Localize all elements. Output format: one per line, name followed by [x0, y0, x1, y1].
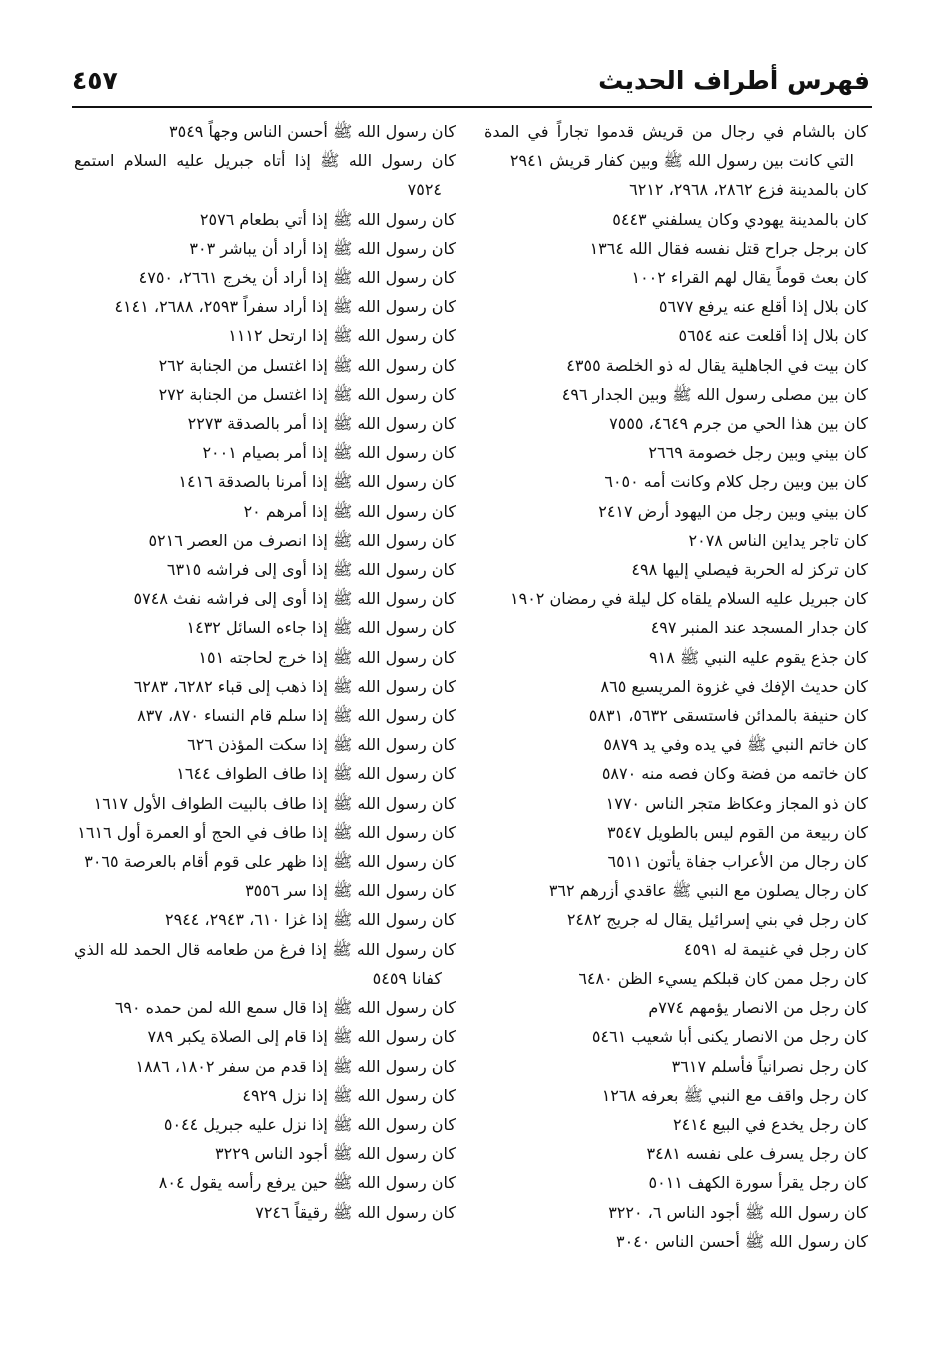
index-entry: كان رسول الله ﷺ إذا ارتحل ١١١٢ — [228, 326, 456, 346]
header-rule — [72, 106, 872, 108]
index-entry: كان رسول الله ﷺ إذا أمرنا بالصدقة ١٤١٦ — [178, 472, 456, 492]
index-entry: كان رسول الله ﷺ أحسن الناس ٣٠٤٠ — [615, 1231, 868, 1251]
index-entry: كان خاتم النبي ﷺ في يده وفي يد ٥٨٧٩ — [603, 735, 868, 755]
index-entry: كان رجل يخدع في البيع ٢٤١٤ — [673, 1114, 868, 1134]
index-entry: كان رسول الله ﷺ إذا نزل عليه جبريل ٥٠٤٤ — [163, 1114, 456, 1134]
index-entry: كان رجل في غنيمة له ٤٥٩١ — [683, 939, 868, 959]
index-entry: كان رسول الله ﷺ إذا طاف بالبيت الطواف الأول ١٦١٧ — [93, 793, 456, 813]
index-entry: كان بين هذا الحي من جرم ٤٦٤٩، ٧٥٥٥ — [609, 414, 868, 434]
index-entry: كان بلال إذا أقلع عنه يرفع ٥٦٧٧ — [658, 297, 868, 317]
index-entry: كان جذع يقوم عليه النبي ﷺ ٩١٨ — [649, 647, 868, 667]
index-entry: كان رسول الله ﷺ إذا أتي بطعام ٢٥٧٦ — [199, 209, 456, 229]
index-entry: كان رسول الله ﷺ إذا سر ٣٥٥٦ — [245, 881, 456, 901]
index-entry: كان رسول الله ﷺ أحسن الناس وجهاً ٣٥٤٩ — [169, 122, 456, 141]
index-entry: كان رسول الله ﷺ إذا أراد أن يباشر ٣٠٣ — [189, 238, 456, 258]
index-entry: كان رسول الله ﷺ إذا أراد أن يخرج ٢٦٦١، ٤٧٥٠ — [138, 268, 456, 288]
index-entry: كان تاجر يداين الناس ٢٠٧٨ — [688, 530, 868, 550]
index-entry: كان رسول الله ﷺ إذا أمرهم ٢٠ — [243, 501, 456, 521]
index-entry: كان تركز له الحربة فيصلي إليها ٤٩٨ — [631, 560, 868, 580]
index-entry: كان بلال إذا أقلعت عنه ٥٦٥٤ — [678, 326, 868, 346]
index-entry: كان بالمدينة يهودي وكان يسلفني ٥٤٤٣ — [612, 209, 868, 229]
index-entry: كان ربيعة من القوم ليس بالطويل ٣٥٤٧ — [606, 822, 868, 842]
index-entry: كان رسول الله ﷺ إذا خرج لحاجته ١٥١ — [198, 647, 456, 667]
index-entry: كان رسول الله ﷺ أجود الناس ٣٢٢٩ — [215, 1144, 456, 1164]
index-entry: كان رسول الله ﷺ إذا أوى إلى فراشه نفث ٥٧٤٨ — [133, 589, 456, 609]
index-entry: كان رجال من الأعراب جفاة يأتون ٦٥١١ — [607, 852, 868, 872]
index-entry: كان رسول الله ﷺ إذا جاءه السائل ١٤٣٢ — [186, 618, 456, 638]
page-number: ٤٥٧ — [72, 66, 118, 95]
index-entry: كان رجل واقف مع النبي ﷺ بعرفه ١٢٦٨ — [601, 1085, 868, 1105]
index-entry: كان رسول الله ﷺ إذا غزا ٦١٠، ٢٩٤٣، ٢٩٤٤ — [165, 910, 456, 930]
index-column-left — [74, 117, 456, 1227]
index-entry: كان رسول الله ﷺ إذا قال سمع الله لمن حمده ٦٩٠ — [114, 998, 456, 1018]
index-entry: كان بيني وبين رجل خصومة ٢٦٦٩ — [648, 443, 868, 463]
index-entry: كان حنيفة بالمدائن فاستسقى ٥٦٣٢، ٥٨٣١ — [588, 706, 868, 726]
index-entry: كان رسول الله ﷺ إذا أوى إلى فراشه ٦٣١٥ — [166, 560, 456, 580]
index-entry: كان رسول الله ﷺ إذا طاف في الحج أو العمرة أول ١٦١٦ — [77, 822, 456, 842]
index-entry: كان بيت في الجاهلية يقال له ذو الخلصة ٤٣٥٥ — [566, 355, 868, 375]
index-entry: كان رسول الله ﷺ إذا طاف الطواف ١٦٤٤ — [176, 764, 456, 784]
page-header — [72, 62, 870, 102]
index-entry: كان رسول الله ﷺ إذا أراد سفراً ٢٥٩٣، ٢٦٨٨، ٤١٤١ — [114, 297, 456, 317]
index-entry: كان بين مصلى رسول الله ﷺ وبين الجدار ٤٩٦ — [561, 384, 868, 404]
index-entry: كان رسول الله ﷺ إذا قدم من سفر ١٨٠٢، ١٨٨٦ — [135, 1056, 456, 1076]
index-entry: كان رسول الله ﷺ حين يرفع رأسه يقول ٨٠٤ — [158, 1173, 456, 1193]
page-title: فهرس أطراف الحديث — [598, 66, 870, 95]
index-entry: كان جبريل عليه السلام يلقاه كل ليلة في رمضان ١٩٠٢ — [510, 589, 868, 609]
index-entry: كان رسول الله ﷺ إذا أمر بالصدقة ٢٢٧٣ — [187, 414, 456, 434]
index-entry: كان بالمدينة فزع ٢٨٦٢، ٢٩٦٨، ٦٢١٢ — [629, 180, 868, 200]
index-entry: كان رسول الله ﷺ إذا نزل ٤٩٢٩ — [242, 1085, 456, 1105]
index-entry: كان رجل نصرانياً فأسلم ٣٦١٧ — [671, 1056, 868, 1076]
index-entry: كان رسول الله ﷺ إذا سكت المؤذن ٦٢٦ — [187, 735, 456, 755]
index-entry: كان رسول الله ﷺ إذا أمر بصيام ٢٠٠١ — [202, 443, 456, 463]
index-entry: كان رجل يسرف على نفسه ٣٤٨١ — [646, 1144, 868, 1164]
index-entry: كان رسول الله ﷺ إذا ظهر على قوم أقام بالعرصة ٣٠٦٥ — [84, 852, 456, 872]
index-entry: كان بالشام في رجال من قريش قدموا تجاراً في المدة التي كانت بين رسول الله ﷺ وبين كفار قريش ٢٩٤١ — [484, 122, 868, 171]
index-entry: كان رجال يصلون مع النبي ﷺ عاقدي أزرهم ٣٦٢ — [548, 881, 868, 901]
index-entry: كان رجل في بني إسرائيل يقال له جريج ٢٤٨٢ — [566, 910, 868, 930]
index-entry: كان رسول الله ﷺ إذا اغتسل من الجنابة ٢٦٢ — [158, 355, 456, 375]
index-entry: كان رسول الله ﷺ إذا أتاه جبريل عليه السلام استمع ٧٥٢٤ — [74, 151, 456, 200]
index-entry: كان ذو المجاز وعكاظ متجر الناس ١٧٧٠ — [605, 793, 868, 813]
index-entry: كان برجل جراح قتل نفسه فقال الله ١٣٦٤ — [589, 238, 868, 258]
index-entry: كان رجل ممن كان قبلكم يسيء الظن ٦٤٨٠ — [578, 968, 868, 988]
index-entry: كان رسول الله ﷺ رقيقاً ٧٢٤٦ — [255, 1202, 456, 1222]
index-entry: كان بيني وبين رجل من اليهود أرض ٢٤١٧ — [598, 501, 868, 521]
index-entry: كان جدار المسجد عند المنبر ٤٩٧ — [650, 618, 868, 638]
index-entry: كان رسول الله ﷺ إذا قام إلى الصلاة يكبر ٧٨٩ — [147, 1027, 456, 1047]
index-entry: كان بين وبين رجل كلام وكانت أمه ٦٠٥٠ — [604, 472, 868, 492]
index-entry: كان رسول الله ﷺ إذا فرغ من طعامه قال الحمد لله الذي كفانا ٥٤٥٩ — [74, 939, 456, 988]
index-entry: كان رسول الله ﷺ أجود الناس ٦، ٣٢٢٠ — [608, 1202, 868, 1222]
index-entry: كان بعث قوماً يقال لهم القراء ١٠٠٢ — [631, 268, 868, 288]
index-entry: كان رجل من الانصار يكنى أبا شعيب ٥٤٦١ — [591, 1027, 868, 1047]
index-entry: كان رسول الله ﷺ إذا ذهب إلى قباء ٦٢٨٢، ٦٢٨٣ — [133, 676, 456, 696]
index-entry: كان رجل من الانصار يؤمهم ٧٧٤م — [648, 998, 868, 1018]
index-entry: كان رسول الله ﷺ إذا انصرف من العصر ٥٢١٦ — [148, 530, 456, 550]
index-entry: كان رسول الله ﷺ إذا سلم قام النساء ٨٧٠، ٨٣٧ — [137, 706, 456, 726]
index-entry: كان رسول الله ﷺ إذا اغتسل من الجنابة ٢٧٢ — [158, 384, 456, 404]
index-entry: كان رجل يقرأ سورة الكهف ٥٠١١ — [648, 1173, 868, 1193]
index-column-right — [484, 117, 868, 1256]
index-entry: كان حديث الإفك في غزوة المريسيع ٨٦٥ — [600, 676, 868, 696]
index-entry: كان خاتمه من فضة وكان فصه منه ٥٨٧٠ — [601, 764, 868, 784]
